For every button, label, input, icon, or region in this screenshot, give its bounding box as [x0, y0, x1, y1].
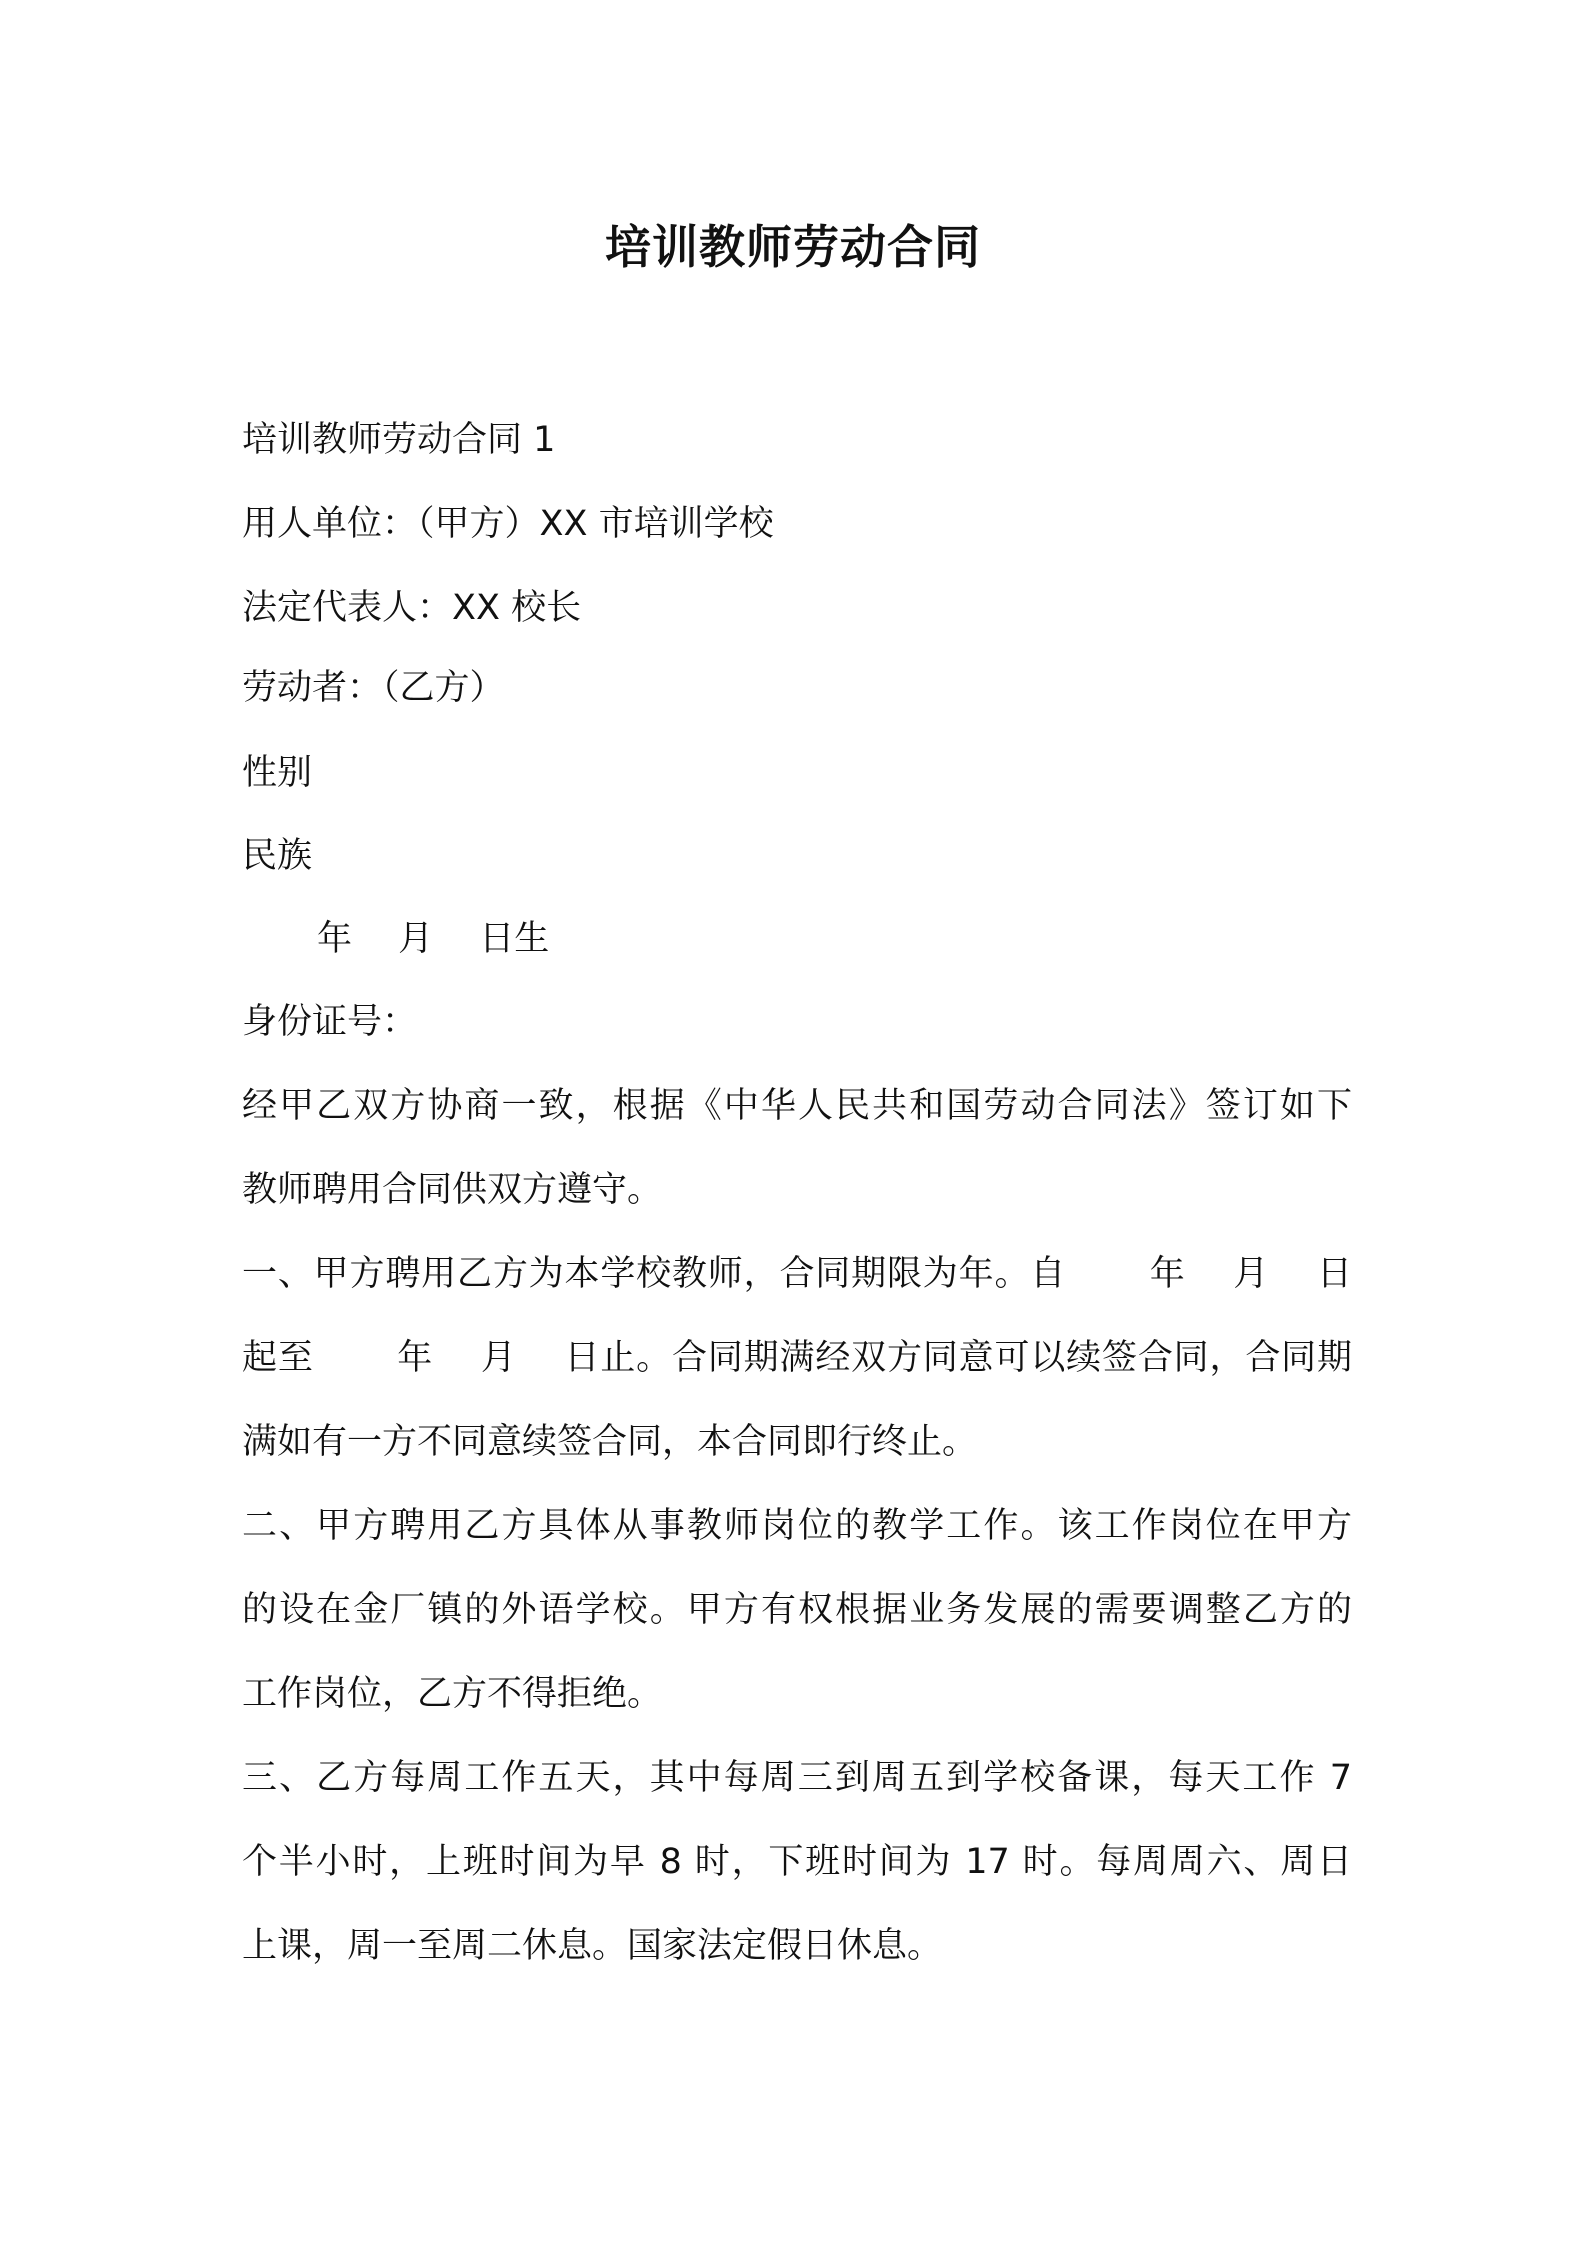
- clause-1-line: 一、甲方聘用乙方为本学校教师，合同期限为年。自 年 月 日: [242, 1254, 1352, 1294]
- clause-3-paragraph: [242, 1736, 1352, 1988]
- clause-3-line: 上课，周一至周二休息。国家法定假日休息。: [242, 1926, 943, 1966]
- clause-1-line: 起至 年 月 日止。合同期满经双方同意可以续签合同，合同期: [242, 1338, 1352, 1378]
- clause-2-line: 工作岗位，乙方不得拒绝。: [242, 1674, 663, 1714]
- id-number-line: 身份证号：: [242, 1002, 418, 1042]
- intro-paragraph: [242, 1064, 1352, 1232]
- clause-2-paragraph: [242, 1484, 1352, 1736]
- intro-line: 经甲乙双方协商一致，根据《中华人民共和国劳动合同法》签订如下: [242, 1086, 1352, 1126]
- contract-heading: 培训教师劳动合同 1: [242, 420, 556, 460]
- representative-line: 法定代表人：XX 校长: [242, 588, 582, 628]
- birth-date-line: 年 月 日生: [317, 919, 550, 959]
- clause-2-line: 的设在金厂镇的外语学校。甲方有权根据业务发展的需要调整乙方的: [242, 1590, 1352, 1630]
- clause-1-line: 满如有一方不同意续签合同，本合同即行终止。: [242, 1422, 978, 1462]
- clause-3-line: 三、乙方每周工作五天，其中每周三到周五到学校备课，每天工作 7: [242, 1758, 1352, 1798]
- document-title: 培训教师劳动合同: [605, 220, 981, 274]
- intro-line: 教师聘用合同供双方遵守。: [242, 1170, 663, 1210]
- clause-1-paragraph: [242, 1232, 1352, 1484]
- worker-line: 劳动者：（乙方）: [242, 668, 505, 708]
- ethnicity-line: 民族: [242, 836, 313, 876]
- gender-line: 性别: [242, 753, 313, 793]
- employer-line: 用人单位：（甲方）XX 市培训学校: [242, 504, 774, 544]
- clause-2-line: 二、甲方聘用乙方具体从事教师岗位的教学工作。该工作岗位在甲方: [242, 1506, 1352, 1546]
- clause-3-line: 个半小时，上班时间为早 8 时，下班时间为 17 时。每周周六、周日: [242, 1842, 1352, 1882]
